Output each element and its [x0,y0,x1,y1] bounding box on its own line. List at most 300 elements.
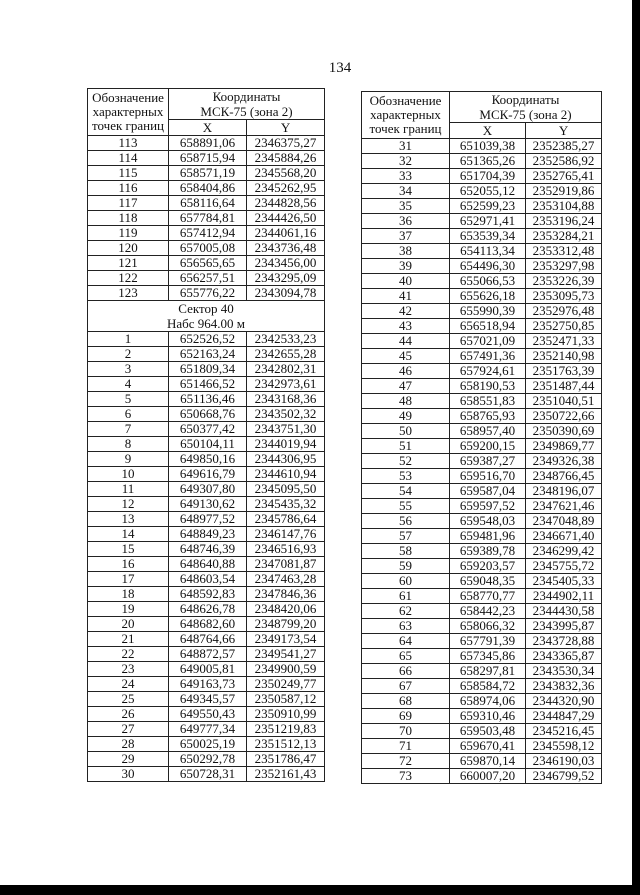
y-coordinate: 2344306,95 [247,452,325,467]
x-coordinate: 649163,73 [169,677,247,692]
point-number: 123 [88,286,169,301]
y-coordinate: 2347846,36 [247,587,325,602]
table-row [88,407,325,422]
point-number: 8 [88,437,169,452]
table-row [88,196,325,211]
point-number: 34 [362,184,450,199]
x-coordinate: 649550,43 [169,707,247,722]
point-number: 6 [88,407,169,422]
x-coordinate: 659200,15 [450,439,526,454]
table-row [362,739,602,754]
table-row [88,767,325,782]
y-coordinate: 2345435,32 [247,497,325,512]
x-coordinate: 658066,32 [450,619,526,634]
point-number: 19 [88,602,169,617]
point-number: 11 [88,482,169,497]
x-coordinate: 659048,35 [450,574,526,589]
table-row [362,514,602,529]
x-coordinate: 657005,08 [169,241,247,256]
table-row [88,437,325,452]
point-number: 35 [362,199,450,214]
point-number: 16 [88,557,169,572]
y-coordinate: 2343736,48 [247,241,325,256]
y-coordinate: 2344847,29 [526,709,602,724]
point-number: 59 [362,559,450,574]
table-row [362,259,602,274]
x-coordinate: 659387,27 [450,454,526,469]
table-row [88,587,325,602]
y-coordinate: 2346299,42 [526,544,602,559]
sector-section [88,301,325,332]
y-coordinate: 2352976,48 [526,304,602,319]
table-row [362,214,602,229]
table-row [362,724,602,739]
point-number: 22 [88,647,169,662]
table-row [88,286,325,301]
x-coordinate: 649005,81 [169,662,247,677]
y-coordinate: 2346190,03 [526,754,602,769]
y-coordinate: 2349173,54 [247,632,325,647]
table-row [362,664,602,679]
y-coordinate: 2343832,36 [526,679,602,694]
y-coordinate: 2352161,43 [247,767,325,782]
table-row [88,151,325,166]
y-coordinate: 2346799,52 [526,769,602,784]
x-coordinate: 658715,94 [169,151,247,166]
y-coordinate: 2352586,92 [526,154,602,169]
table-row [362,694,602,709]
table-row [362,619,602,634]
point-number: 40 [362,274,450,289]
x-coordinate: 660007,20 [450,769,526,784]
y-coordinate: 2343295,09 [247,271,325,286]
table-row [362,319,602,334]
y-coordinate: 2352919,86 [526,184,602,199]
coordinates-header: Координаты [450,92,602,108]
point-number: 23 [88,662,169,677]
point-number: 45 [362,349,450,364]
point-number: 30 [88,767,169,782]
x-coordinate: 649307,80 [169,482,247,497]
x-coordinate: 659670,41 [450,739,526,754]
point-number: 26 [88,707,169,722]
coordinates-table-left [87,88,325,782]
y-coordinate: 2347081,87 [247,557,325,572]
x-coordinate: 648872,57 [169,647,247,662]
x-coordinate: 658571,19 [169,166,247,181]
table-row [362,139,602,154]
table-row [88,707,325,722]
y-coordinate: 2351219,83 [247,722,325,737]
point-number: 2 [88,347,169,362]
x-coordinate: 659516,70 [450,469,526,484]
table-row [362,559,602,574]
y-coordinate: 2348420,06 [247,602,325,617]
point-number: 33 [362,169,450,184]
table-row [88,332,325,347]
table-header [88,89,325,136]
y-coordinate: 2346516,93 [247,542,325,557]
x-coordinate: 648592,83 [169,587,247,602]
y-coordinate: 2353312,48 [526,244,602,259]
x-coordinate: 656257,51 [169,271,247,286]
table-row [88,557,325,572]
x-coordinate: 655066,53 [450,274,526,289]
y-coordinate: 2350910,99 [247,707,325,722]
point-number: 64 [362,634,450,649]
y-coordinate: 2351763,39 [526,364,602,379]
table-row [362,769,602,784]
x-coordinate: 657412,94 [169,226,247,241]
x-coordinate: 659203,57 [450,559,526,574]
x-coordinate: 652971,41 [450,214,526,229]
point-number: 20 [88,617,169,632]
y-coordinate: 2350390,69 [526,424,602,439]
table-row [362,334,602,349]
y-coordinate: 2344061,16 [247,226,325,241]
point-number: 73 [362,769,450,784]
point-number: 122 [88,271,169,286]
point-number: 53 [362,469,450,484]
sector-label [88,301,325,332]
x-coordinate: 658974,06 [450,694,526,709]
x-coordinate: 659597,52 [450,499,526,514]
table-row [362,439,602,454]
x-coordinate: 651365,26 [450,154,526,169]
y-coordinate: 2350587,12 [247,692,325,707]
point-number: 29 [88,752,169,767]
y-coordinate: 2353284,21 [526,229,602,244]
x-column-header: X [450,123,526,139]
point-number: 50 [362,424,450,439]
y-coordinate: 2353297,98 [526,259,602,274]
point-number: 60 [362,574,450,589]
y-coordinate: 2343094,78 [247,286,325,301]
y-coordinate: 2347463,28 [247,572,325,587]
x-coordinate: 648640,88 [169,557,247,572]
y-coordinate: 2347621,46 [526,499,602,514]
x-coordinate: 654496,30 [450,259,526,274]
y-coordinate: 2342802,31 [247,362,325,377]
x-coordinate: 658404,86 [169,181,247,196]
point-number: 39 [362,259,450,274]
coordinates-header: Координаты [169,89,325,105]
table-row [88,572,325,587]
y-coordinate: 2352140,98 [526,349,602,364]
x-coordinate: 659481,96 [450,529,526,544]
y-coordinate: 2352471,33 [526,334,602,349]
x-coordinate: 650292,78 [169,752,247,767]
table-row [362,469,602,484]
table-row [362,679,602,694]
x-coordinate: 658116,64 [169,196,247,211]
point-number: 37 [362,229,450,244]
table-row [362,544,602,559]
y-coordinate: 2349869,77 [526,439,602,454]
point-number: 114 [88,151,169,166]
x-coordinate: 648849,23 [169,527,247,542]
sector-height: Набс 964.00 м [166,316,246,331]
table-row [362,649,602,664]
point-number: 72 [362,754,450,769]
x-coordinate: 658765,93 [450,409,526,424]
y-coordinate: 2345786,64 [247,512,325,527]
x-coordinate: 659870,14 [450,754,526,769]
table-row [362,274,602,289]
table-row [362,304,602,319]
table-row [362,169,602,184]
y-coordinate: 2343995,87 [526,619,602,634]
y-coordinate: 2348799,20 [247,617,325,632]
y-coordinate: 2344610,94 [247,467,325,482]
coordinate-system-header: МСК-75 (зона 2) [169,104,325,120]
y-coordinate: 2346375,27 [247,136,325,151]
point-number: 68 [362,694,450,709]
x-coordinate: 649850,16 [169,452,247,467]
x-coordinate: 658584,72 [450,679,526,694]
x-coordinate: 650104,11 [169,437,247,452]
x-coordinate: 648603,54 [169,572,247,587]
designation-header: Обозначение характерных точек границ [88,89,169,136]
point-number: 120 [88,241,169,256]
table-row [88,226,325,241]
point-number: 24 [88,677,169,692]
y-coordinate: 2345598,12 [526,739,602,754]
point-number: 44 [362,334,450,349]
point-number: 115 [88,166,169,181]
x-coordinate: 658442,23 [450,604,526,619]
x-coordinate: 652163,24 [169,347,247,362]
x-coordinate: 655776,22 [169,286,247,301]
table-row [88,737,325,752]
point-number: 17 [88,572,169,587]
point-number: 15 [88,542,169,557]
x-coordinate: 659310,46 [450,709,526,724]
point-number: 48 [362,394,450,409]
coordinates-table-right [361,91,602,784]
table-row [362,409,602,424]
table-row [88,512,325,527]
point-number: 10 [88,467,169,482]
x-coordinate: 656518,94 [450,319,526,334]
point-number: 70 [362,724,450,739]
table-row [88,647,325,662]
y-coordinate: 2343456,00 [247,256,325,271]
y-coordinate: 2351786,47 [247,752,325,767]
x-coordinate: 648626,78 [169,602,247,617]
point-number: 113 [88,136,169,151]
point-number: 46 [362,364,450,379]
table-row [362,499,602,514]
y-coordinate: 2345755,72 [526,559,602,574]
y-coordinate: 2348766,45 [526,469,602,484]
y-column-header: Y [247,120,325,136]
table-row [88,241,325,256]
table-row [362,349,602,364]
x-coordinate: 654113,34 [450,244,526,259]
x-coordinate: 650025,19 [169,737,247,752]
y-coordinate: 2345262,95 [247,181,325,196]
table-row [88,617,325,632]
point-number: 13 [88,512,169,527]
coordinate-system-header: МСК-75 (зона 2) [450,107,602,123]
table-row [88,752,325,767]
point-number: 69 [362,709,450,724]
table-header [362,92,602,139]
y-coordinate: 2353196,24 [526,214,602,229]
x-coordinate: 659548,03 [450,514,526,529]
table-row [88,527,325,542]
y-coordinate: 2349900,59 [247,662,325,677]
x-coordinate: 659389,78 [450,544,526,559]
x-coordinate: 651704,39 [450,169,526,184]
x-coordinate: 658770,77 [450,589,526,604]
table-row [88,632,325,647]
sector-title: Сектор 40 [178,301,234,316]
y-coordinate: 2348196,07 [526,484,602,499]
y-coordinate: 2342973,61 [247,377,325,392]
table-row [88,166,325,181]
point-number: 56 [362,514,450,529]
point-number: 62 [362,604,450,619]
y-coordinate: 2353095,73 [526,289,602,304]
table-row [362,604,602,619]
table-row [88,392,325,407]
point-number: 25 [88,692,169,707]
y-coordinate: 2342533,23 [247,332,325,347]
table-row [88,722,325,737]
table-row [362,229,602,244]
point-number: 7 [88,422,169,437]
point-number: 41 [362,289,450,304]
y-coordinate: 2344430,58 [526,604,602,619]
point-number: 121 [88,256,169,271]
y-coordinate: 2345095,50 [247,482,325,497]
point-number: 18 [88,587,169,602]
x-coordinate: 648977,52 [169,512,247,527]
table-row [362,289,602,304]
point-number: 52 [362,454,450,469]
table-row [88,467,325,482]
table-row [88,181,325,196]
y-coordinate: 2344019,94 [247,437,325,452]
x-coordinate: 656565,65 [169,256,247,271]
table-row [88,497,325,512]
x-coordinate: 648746,39 [169,542,247,557]
point-number: 31 [362,139,450,154]
x-coordinate: 649777,34 [169,722,247,737]
x-coordinate: 651466,52 [169,377,247,392]
y-coordinate: 2344426,50 [247,211,325,226]
table-row [362,589,602,604]
y-coordinate: 2345568,20 [247,166,325,181]
point-number: 28 [88,737,169,752]
x-coordinate: 655626,18 [450,289,526,304]
table-row [88,677,325,692]
table-body-top [88,136,325,301]
y-coordinate: 2343168,36 [247,392,325,407]
point-number: 49 [362,409,450,424]
point-number: 118 [88,211,169,226]
table-row [362,574,602,589]
point-number: 119 [88,226,169,241]
table-row [362,199,602,214]
table-row [88,692,325,707]
table-row [88,377,325,392]
table-row [362,154,602,169]
x-coordinate: 658891,06 [169,136,247,151]
table-row [362,754,602,769]
point-number: 9 [88,452,169,467]
table-row [88,256,325,271]
point-number: 1 [88,332,169,347]
y-coordinate: 2353104,88 [526,199,602,214]
x-coordinate: 655990,39 [450,304,526,319]
designation-header: Обозначение характерных точек границ [362,92,450,139]
point-number: 3 [88,362,169,377]
y-coordinate: 2349326,38 [526,454,602,469]
table-row [362,454,602,469]
point-number: 55 [362,499,450,514]
x-coordinate: 649345,57 [169,692,247,707]
point-number: 27 [88,722,169,737]
x-coordinate: 648764,66 [169,632,247,647]
table-row [88,542,325,557]
table-row [362,529,602,544]
x-coordinate: 657491,36 [450,349,526,364]
y-coordinate: 2350249,77 [247,677,325,692]
point-number: 71 [362,739,450,754]
table-row [362,244,602,259]
y-coordinate: 2352385,27 [526,139,602,154]
point-number: 54 [362,484,450,499]
y-column-header: Y [526,123,602,139]
x-coordinate: 657791,39 [450,634,526,649]
x-coordinate: 652599,23 [450,199,526,214]
y-coordinate: 2344320,90 [526,694,602,709]
y-coordinate: 2345216,45 [526,724,602,739]
x-coordinate: 651809,34 [169,362,247,377]
page-number: 134 [328,60,352,76]
x-coordinate: 651136,46 [169,392,247,407]
table-row [88,452,325,467]
x-coordinate: 657021,09 [450,334,526,349]
y-coordinate: 2352765,41 [526,169,602,184]
point-number: 4 [88,377,169,392]
x-coordinate: 659503,48 [450,724,526,739]
point-number: 47 [362,379,450,394]
table-row [362,379,602,394]
x-coordinate: 653539,34 [450,229,526,244]
table-row [362,484,602,499]
y-coordinate: 2351487,44 [526,379,602,394]
x-coordinate: 657924,61 [450,364,526,379]
x-coordinate: 648682,60 [169,617,247,632]
table-row [88,347,325,362]
point-number: 5 [88,392,169,407]
table-body-bottom [88,332,325,782]
point-number: 42 [362,304,450,319]
point-number: 67 [362,679,450,694]
x-coordinate: 649130,62 [169,497,247,512]
point-number: 14 [88,527,169,542]
table-row [88,136,325,151]
x-coordinate: 658190,53 [450,379,526,394]
table-row [362,424,602,439]
y-coordinate: 2344902,11 [526,589,602,604]
y-coordinate: 2350722,66 [526,409,602,424]
y-coordinate: 2351512,13 [247,737,325,752]
